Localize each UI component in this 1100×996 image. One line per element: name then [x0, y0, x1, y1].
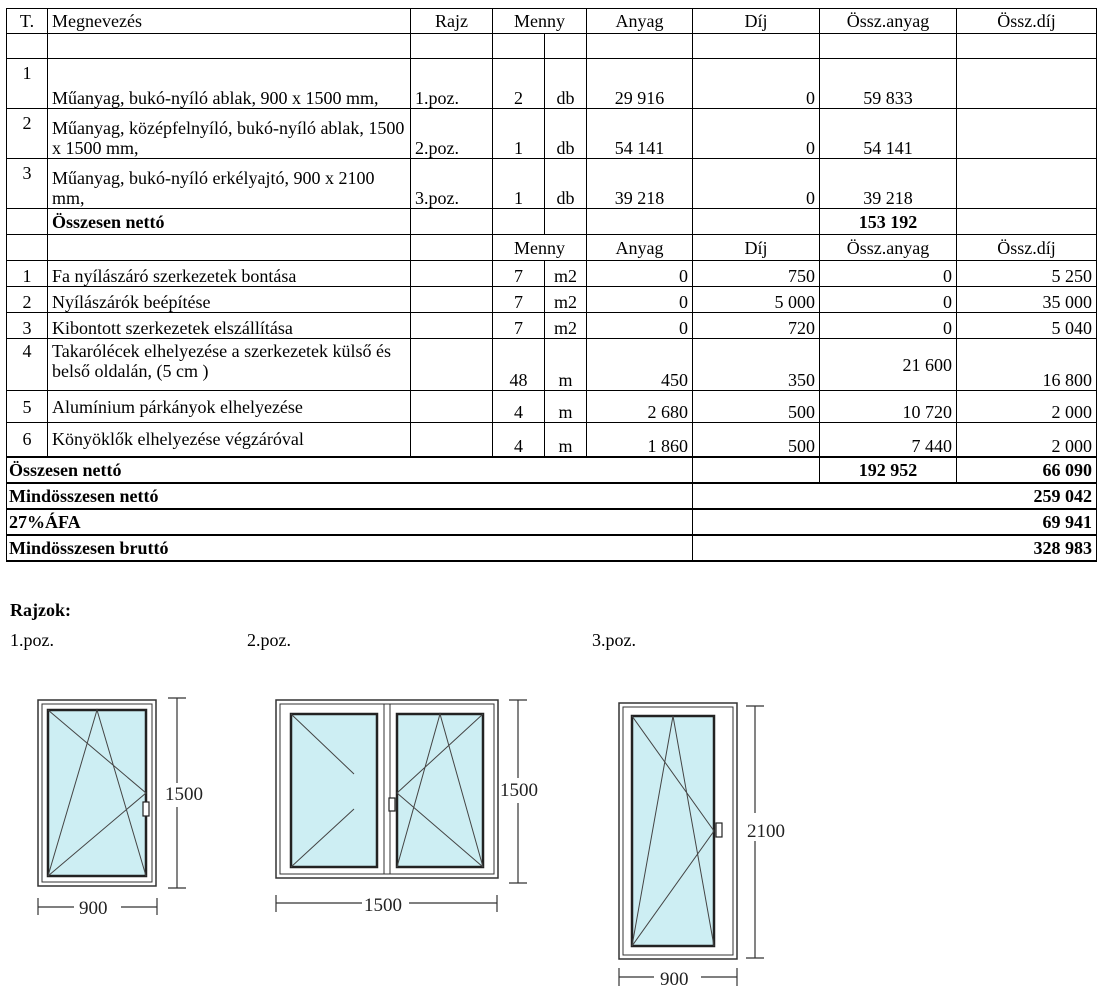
subtotal-row: Összesen nettó 192 952 66 090	[7, 457, 1097, 483]
cost-estimate-table	[6, 8, 1097, 562]
grand-gross-row: Mindösszesen bruttó 328 983	[7, 535, 1097, 561]
drawing-2-label: 2.poz.	[247, 630, 291, 650]
item-name: Műanyag, bukó-nyíló erkélyajtó, 900 x 2100 mm,	[48, 159, 411, 209]
table-row: 2 Nyílászárók beépítése 7 m2 0 5 000 0 35 000	[7, 287, 1097, 313]
table-row: 5 Alumínium párkányok elhelyezése 4 m 2 680 500 10 720 2 000	[7, 391, 1097, 423]
empty-row	[7, 34, 1097, 59]
table-row: 2 Műanyag, középfelnyíló, bukó-nyíló ablak, 1500 x 1500 mm, 2.poz. 1 db 54 141 0 54 141	[7, 109, 1097, 159]
window-drawing-2	[270, 690, 560, 925]
header-row	[7, 9, 1097, 34]
col-header-ossz-anyag: Össz.anyag	[820, 9, 957, 34]
door-drawing-3	[610, 696, 800, 994]
width-label: 900	[660, 969, 689, 990]
width-label: 1500	[364, 895, 402, 916]
height-label: 1500	[500, 780, 538, 801]
table-row: 6 Könyöklők elhelyezése végzáróval 4 m 1 860 500 7 440 2 000	[7, 423, 1097, 457]
col-header-name: Megnevezés	[48, 9, 411, 34]
grand-net-row: Mindösszesen nettó 259 042	[7, 483, 1097, 509]
header-row-2: Menny Anyag Díj Össz.anyag Össz.díj	[7, 235, 1097, 261]
col-header-t: T.	[7, 9, 48, 34]
item-name: Műanyag, középfelnyíló, bukó-nyíló ablak, 1500 x 1500 mm,	[48, 109, 411, 159]
vat-row: 27%ÁFA 69 941	[7, 509, 1097, 535]
height-label: 2100	[747, 821, 785, 842]
height-label: 1500	[165, 784, 203, 805]
table-row: 1 Műanyag, bukó-nyíló ablak, 900 x 1500 mm, 1.poz. 2 db 29 916 0 59 833	[7, 59, 1097, 109]
col-header-anyag: Anyag	[587, 9, 693, 34]
drawings-title: Rajzok:	[10, 600, 71, 620]
window-drawing-1	[30, 690, 220, 925]
col-header-rajz: Rajz	[411, 9, 493, 34]
col-header-ossz-dij: Össz.díj	[957, 9, 1097, 34]
subtotal-row: Összesen nettó 153 192	[7, 209, 1097, 235]
table-row: 4 Takarólécek elhelyezése a szerkezetek külső és belső oldalán, (5 cm ) 48 m 450 350 21 600 16 800	[7, 339, 1097, 391]
table-row: 3 Műanyag, bukó-nyíló erkélyajtó, 900 x 2100 mm, 3.poz. 1 db 39 218 0 39 218	[7, 159, 1097, 209]
drawing-1-label: 1.poz.	[10, 630, 54, 650]
item-name: Műanyag, bukó-nyíló ablak, 900 x 1500 mm,	[48, 59, 411, 109]
col-header-menny: Menny	[493, 9, 587, 34]
width-label: 900	[79, 898, 108, 919]
col-header-dij: Díj	[693, 9, 820, 34]
table-row: 3 Kibontott szerkezetek elszállítása 7 m2 0 720 0 5 040	[7, 313, 1097, 339]
drawing-3-label: 3.poz.	[592, 630, 636, 650]
table-row: 1 Fa nyílászáró szerkezetek bontása 7 m2 0 750 0 5 250	[7, 261, 1097, 287]
